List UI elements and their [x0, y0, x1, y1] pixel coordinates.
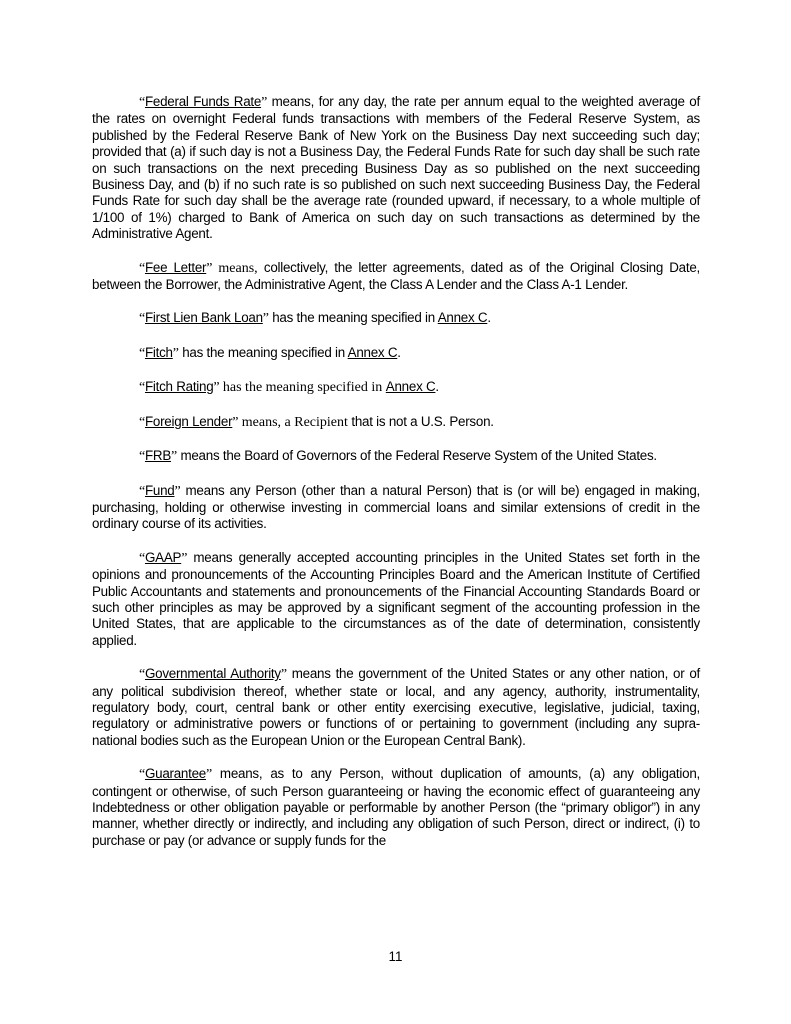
defined-term: Federal Funds Rate — [144, 94, 262, 109]
definition-gaap: “GAAP” means generally accepted accounting principles in the United States set forth in the opinions and pronouncements of the Accounting Principles Board and the American Institute of Certified Public Accountants and statements and pronouncements of the Financial Accounting Standards Board or such other principles as may be approved by a significant segment of the accounting profession in the United States, that are applicable to the circumstances as of the date of determination, consistently applied. — [92, 549, 700, 648]
definition-end: . — [397, 344, 401, 360]
defined-term: Foreign Lender — [144, 413, 233, 429]
defined-term: Guarantee — [144, 766, 206, 782]
definition-federal-funds-rate: “Federal Funds Rate” means, for any day, the rate per annum equal to the weighted average of the rates on overnight Federal funds transactions with members of the Federal Reserve System, as published by the Federal Reserve Bank of New York on the Business Day next succeeding such day; provided that (a) if such day is not a Business Day, the Federal Funds Rate for such day shall be such rate on such transactions on the next preceding Business Day as so published on the next succeeding Business Day, and (b) if no such rate is so published on such next succeeding Business Day, the Federal Funds Rate for such day shall be the average rate (rounded upward, if necessary, to a whole multiple of 1/100 of 1%) charged to Bank of America on such day on such transactions as determined by the Administrative Agent. — [92, 94, 700, 242]
definition-text: means generally accepted accounting principles in the United States set forth in the opinions and pronouncements of the Accounting Principles Board and the American Institute of Certified Public Accountants and statements and pronouncements of the Financial Accounting Standards Board or such other principles as may be approved by a significant segment of the accounting profession in the United States, that are applicable to the circumstances as of the date of determination, consistently applied. — [92, 549, 700, 648]
defined-term: Governmental Authority — [144, 666, 281, 682]
defined-term: Fund — [144, 482, 175, 498]
definition-text: means any Person (other than a natural Person) that is (or will be) engaged in making, purchasing, holding or otherwise investing in commercial loans and similar extensions of credit in the ordinary course of its activities. — [92, 482, 700, 532]
definition-text: means the Board of Governors of the Federal Reserve System of the United States. — [176, 448, 657, 464]
definition-end: . — [435, 379, 439, 395]
definition-first-lien-bank-loan: “First Lien Bank Loan” has the meaning specified in Annex C. — [139, 310, 491, 327]
definition-fitch: “Fitch” has the meaning specified in Annex C. — [139, 344, 401, 361]
defined-term: FRB — [144, 448, 172, 464]
defined-term: Fee Letter — [144, 259, 207, 275]
definition-text: that is not a U.S. Person. — [347, 413, 494, 429]
definition-text-serif: means, a Recipient — [238, 414, 348, 430]
defined-term: First Lien Bank Loan — [144, 310, 263, 326]
defined-term: GAAP — [144, 549, 182, 565]
definition-fund: “Fund” means any Person (other than a natural Person) that is (or will be) engaged in making, purchasing, holding or otherwise investing in commercial loans and similar extensions of credit in the ordinary course of its activities. — [92, 482, 700, 532]
definition-fitch-rating: “Fitch Rating” has the meaning specified in Annex C. — [139, 379, 439, 396]
defined-term: Fitch Rating — [144, 379, 214, 395]
definition-fee-letter: “Fee Letter” means, collectively, the letter agreements, dated as of the Original Closing Date, between the Borrower, the Administrative Agent, the Class A Lender and the Class A-1 Lender. — [92, 259, 701, 293]
definition-text: means, as to any Person, without duplication of amounts, (a) any obligation, contingent or otherwise, of such Person guaranteeing or having the economic effect of guaranteeing any Indebtedness or other obligation payable or performable by another Person (the “primary obligor”) in any manner, whether directly or indirectly, and including any obligation of such Person, direct or indirect, (i) to purchase or pay (or advance or supply funds for the — [92, 766, 700, 848]
definition-frb: “FRB” means the Board of Governors of the Federal Reserve System of the United States. — [139, 448, 657, 465]
page-number: 11 — [388, 949, 403, 964]
definition-text-serif: means, — [212, 260, 258, 276]
definition-text: collectively, the letter agreements, dated as of the Original Closing Date, between the Borrower, the Administrative Agent, the Class A Lender and the Class A-1 Lender. — [92, 259, 701, 293]
definition-foreign-lender: “Foreign Lender” means, a Recipient that is not a U.S. Person. — [139, 413, 494, 430]
annex-reference: Annex C — [437, 310, 488, 326]
definition-text-serif: has the meaning specified in — [219, 380, 386, 396]
definition-end: . — [487, 310, 491, 326]
definition-guarantee: “Guarantee” means, as to any Person, without duplication of amounts, (a) any obligation, contingent or otherwise, of such Person guaranteeing or having the economic effect of guaranteeing any Indebtedness or other obligation payable or performable by another Person (the “primary obligor”) in any manner, whether directly or indirectly, and including any obligation of such Person, direct or indirect, (i) to purchase or pay (or advance or supply funds for the — [92, 766, 700, 848]
annex-reference: Annex C — [385, 379, 436, 395]
annex-reference: Annex C — [347, 344, 398, 360]
definition-text: means the government of the United States or any other nation, or of any political subdivision thereof, whether state or local, and any agency, authority, instrumentality, regulatory body, court, central bank or other entity exercising executive, legislative, judicial, taxing, regulatory or administrative powers or functions of or pertaining to government (including any supra-national bodies such as the European Union or the European Central Bank). — [92, 666, 700, 748]
definition-text: means, for any day, the rate per annum equal to the weighted average of the rates on overnight Federal funds transactions with members of the Federal Reserve System, as published by the Federal Reserve Bank of New York on the Business Day next succeeding such day; provided that (a) if such day is not a Business Day, the Federal Funds Rate for such day shall be such rate on such transactions on the next preceding Business Day as so published on the next succeeding Business Day, and (b) if no such rate is so published on such next succeeding Business Day, the Federal Funds Rate for such day shall be the average rate (rounded upward, if necessary, to a whole multiple of 1/100 of 1%) charged to Bank of America on such day on such transactions as determined by the Administrative Agent. — [92, 94, 700, 242]
document-body — [92, 94, 700, 866]
definition-text: has the meaning specified in — [268, 310, 438, 326]
definition-text: has the meaning specified in — [178, 344, 348, 360]
defined-term: Fitch — [144, 344, 173, 360]
definition-governmental-authority: “Governmental Authority” means the government of the United States or any other nation, or of any political subdivision thereof, whether state or local, and any agency, authority, instrumentality, regulatory body, court, central bank or other entity exercising executive, legislative, judicial, taxing, regulatory or administrative powers or functions of or pertaining to government (including any supra-national bodies such as the European Union or the European Central Bank). — [92, 666, 700, 748]
